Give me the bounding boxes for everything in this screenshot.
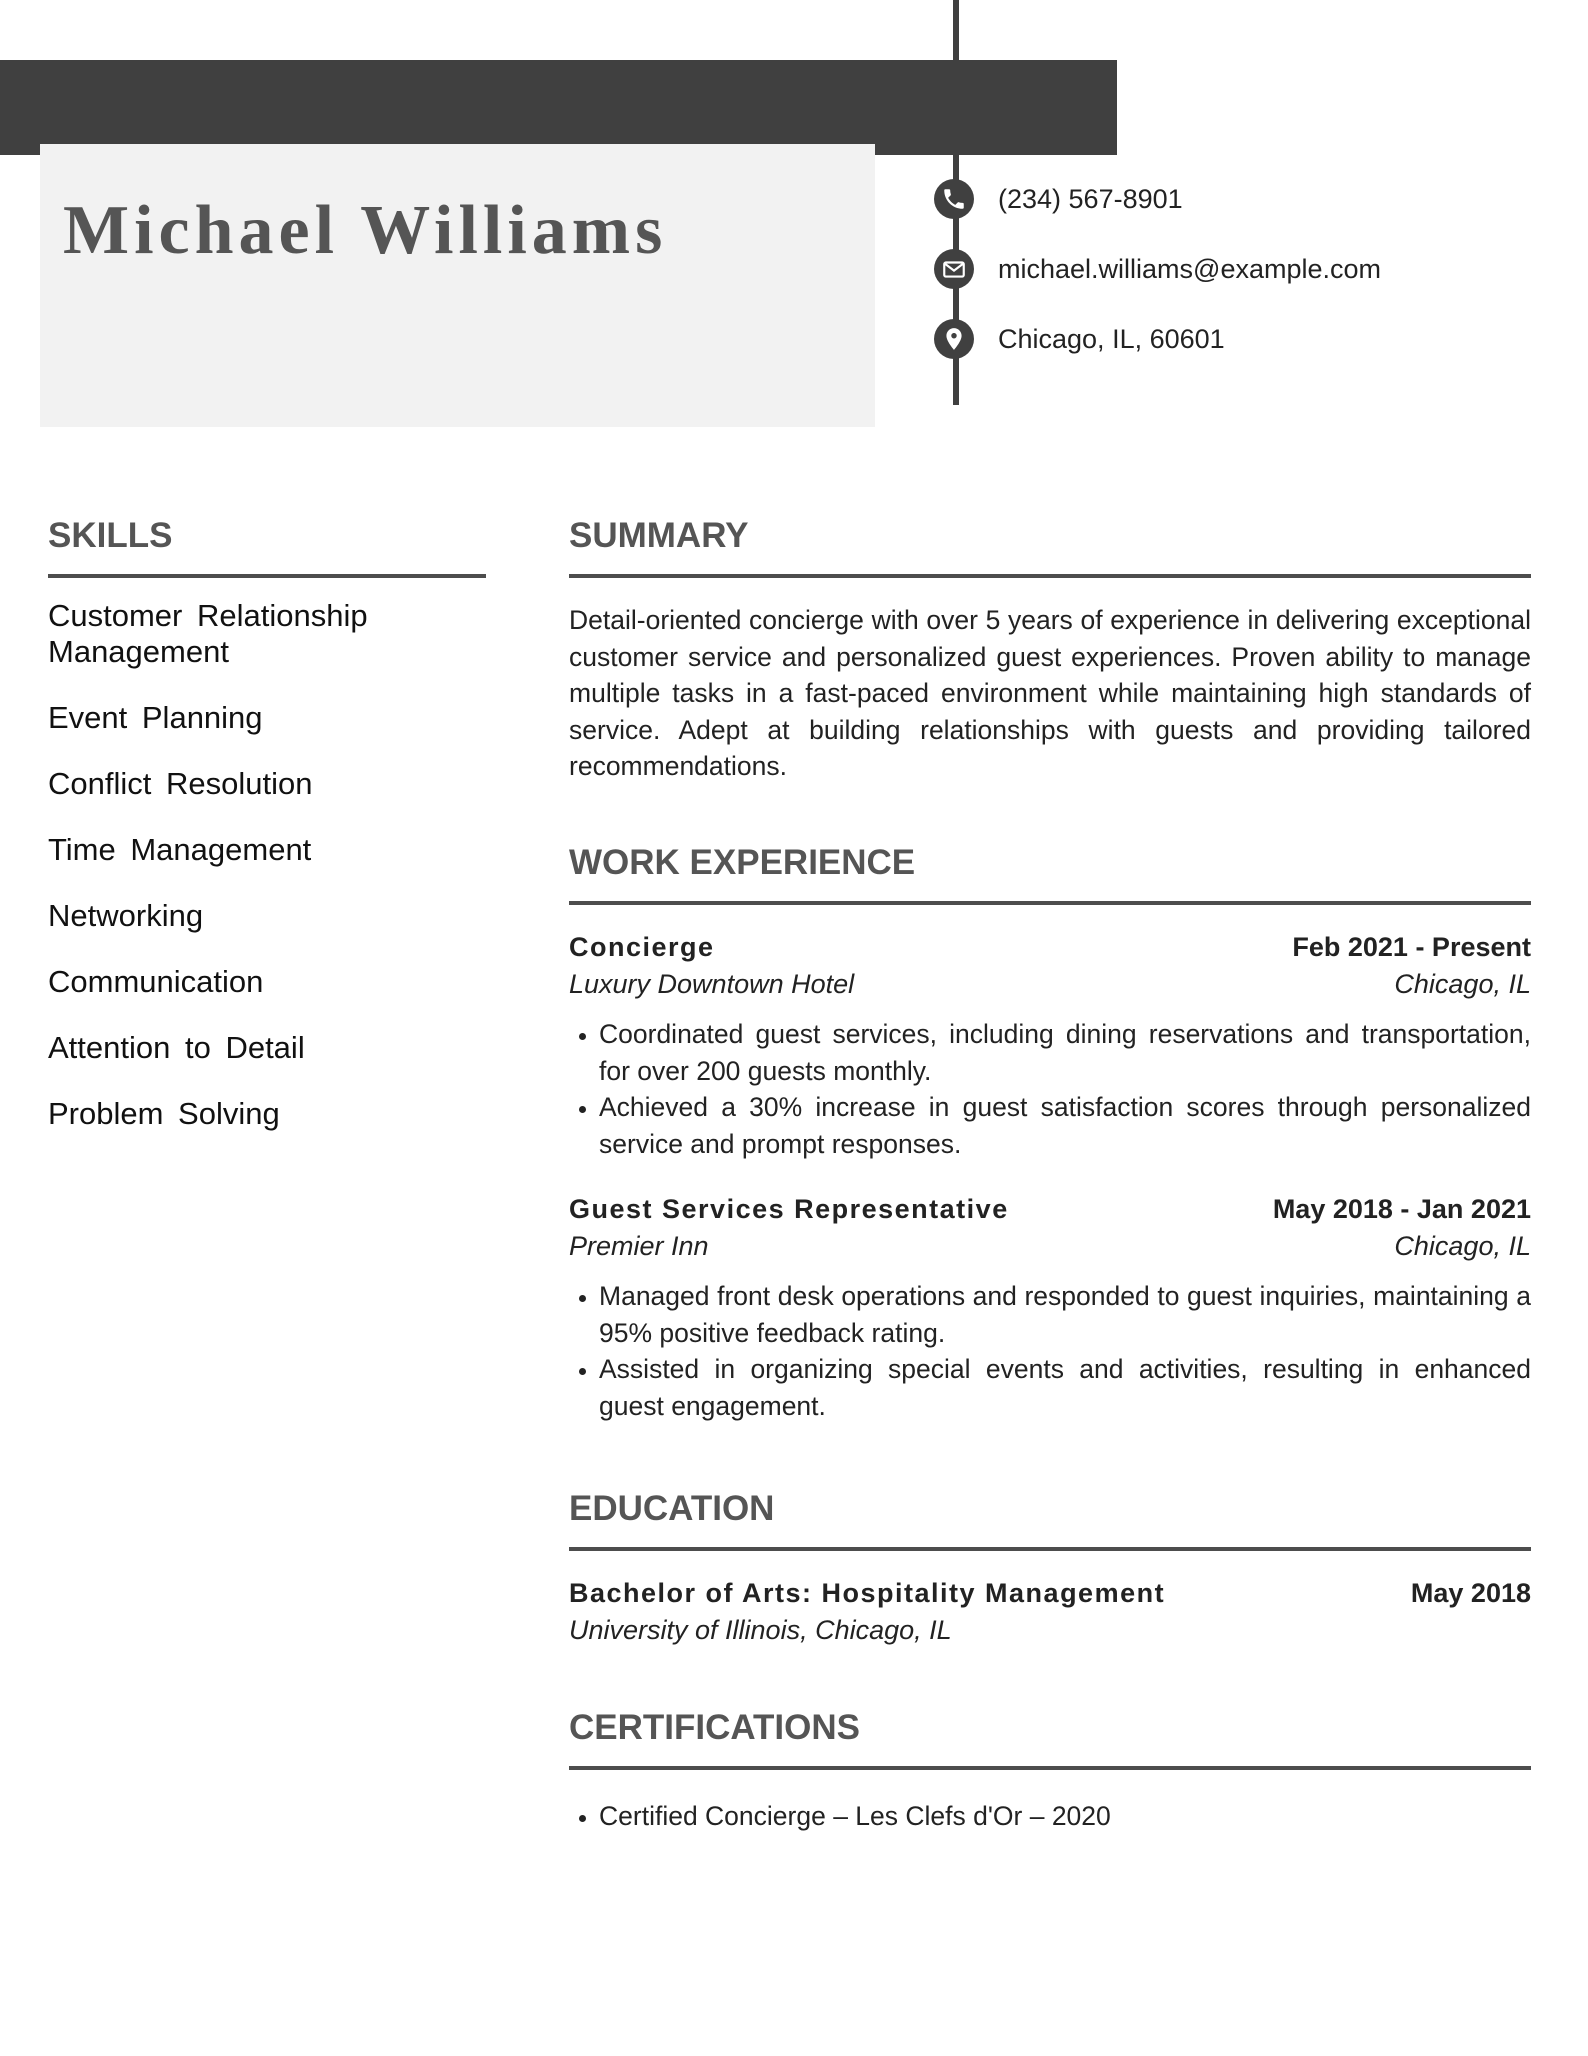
skill-item: Customer Relationship Management [48, 598, 368, 669]
contact-phone [934, 177, 1183, 221]
job-employer-row [569, 969, 1531, 1000]
header-bar [0, 60, 1117, 155]
summary-divider [569, 574, 1531, 578]
candidate-name: Michael Williams [63, 192, 668, 269]
email-address: michael.williams@example.com [998, 253, 1382, 284]
job-bullet: • Achieved a 30% increase in guest satisfaction scores through personalized service and prompt responses. [599, 1089, 1531, 1162]
work-experience-divider [569, 901, 1531, 905]
skills-heading: SKILLS [48, 516, 173, 555]
graduation-date: May 2018 [1410, 1578, 1531, 1608]
education-heading: EDUCATION [569, 1489, 775, 1528]
job-employer-row [569, 1231, 1531, 1262]
job-header [569, 932, 1531, 963]
contact-email [934, 247, 1381, 291]
job-bullet: • Managed front desk operations and responded to guest inquiries, maintaining a 95% positive feedback rating. [599, 1278, 1531, 1351]
phone-number: (234) 567-8901 [998, 183, 1183, 214]
job-header [569, 1194, 1531, 1225]
location-text: Chicago, IL, 60601 [998, 323, 1225, 354]
job-location: Chicago, IL [1394, 1231, 1531, 1261]
job-title: Guest Services Representative [569, 1194, 1009, 1224]
job-dates: Feb 2021 - Present [1292, 932, 1531, 962]
job-bullets [569, 1016, 1531, 1162]
degree-title: Bachelor of Arts: Hospitality Management [569, 1578, 1166, 1608]
skill-item: Communication [48, 964, 264, 999]
job-location: Chicago, IL [1394, 969, 1531, 999]
education-header [569, 1578, 1531, 1609]
skill-item: Event Planning [48, 700, 263, 735]
job-company: Luxury Downtown Hotel [569, 969, 855, 999]
summary-heading: SUMMARY [569, 516, 749, 555]
job-title: Concierge [569, 932, 715, 962]
name-panel [40, 144, 875, 427]
envelope-icon [934, 249, 974, 289]
job-dates: May 2018 - Jan 2021 [1272, 1194, 1531, 1224]
work-experience-heading: WORK EXPERIENCE [569, 843, 916, 882]
map-pin-icon [934, 319, 974, 359]
skill-item: Conflict Resolution [48, 766, 313, 801]
phone-icon [934, 179, 974, 219]
skill-item: Attention to Detail [48, 1030, 305, 1065]
education-divider [569, 1547, 1531, 1551]
skills-list [48, 598, 428, 1162]
education-school-row [569, 1615, 1531, 1646]
certifications-heading: CERTIFICATIONS [569, 1708, 861, 1747]
skill-item: Networking [48, 898, 204, 933]
contact-location [934, 317, 1225, 361]
certifications-divider [569, 1766, 1531, 1770]
job-bullet: • Assisted in organizing special events and activities, resulting in enhanced guest engagement. [599, 1351, 1531, 1424]
skill-item: Time Management [48, 832, 312, 867]
summary-text: Detail-oriented concierge with over 5 years of experience in delivering exceptional customer service and personalized guest experiences. Proven ability to manage multiple tasks in a fast-paced environment while maintaining high standards of service. Adept at building relationships with guests and providing tailored recommendations. [569, 605, 1531, 781]
certifications-list [569, 1798, 1531, 1835]
skills-divider [48, 574, 486, 578]
certification-item: • Certified Concierge – Les Clefs d'Or – 2020 [599, 1798, 1531, 1835]
school-name: University of Illinois, Chicago, IL [569, 1615, 952, 1645]
job-bullets [569, 1278, 1531, 1424]
job-bullet: • Coordinated guest services, including dining reservations and transportation, for over 200 guests monthly. [599, 1016, 1531, 1089]
skill-item: Problem Solving [48, 1096, 280, 1131]
job-company: Premier Inn [569, 1231, 709, 1261]
